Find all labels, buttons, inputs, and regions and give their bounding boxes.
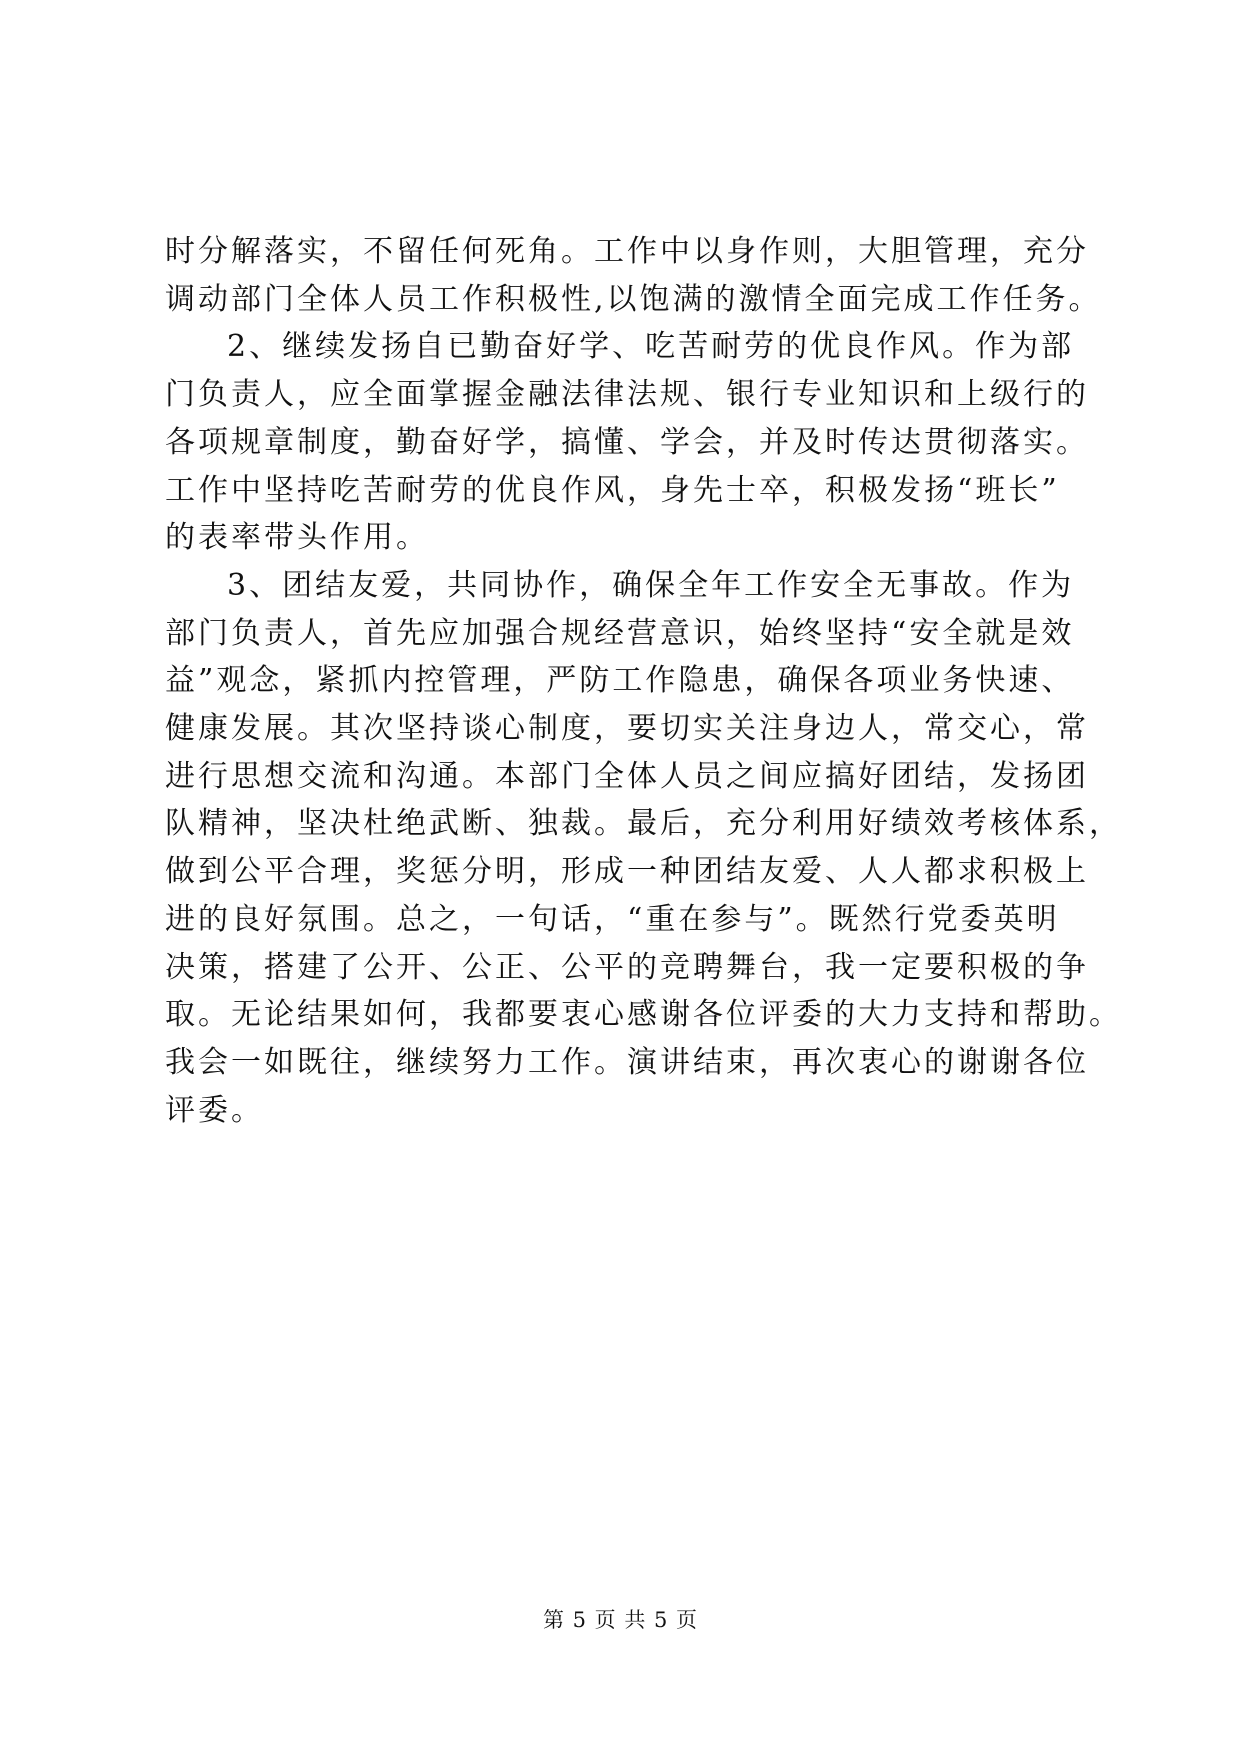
text-line: 队精神，坚决杜绝武断、独裁。最后，充分利用好绩效考核体系， [165, 806, 1122, 842]
text-line: 时分解落实，不留任何死角。工作中以身作则，大胆管理，充分 [165, 234, 1089, 269]
text-line: 决策，搭建了公开、公正、公平的竞聘舞台，我一定要积极的争 [165, 949, 1089, 985]
text-line: 评委。 [165, 1092, 264, 1128]
text-line: 进的良好氛围。总之，一句话，“重在参与”。既然行党委英明 [165, 901, 1060, 937]
text-line: 的表率带头作用。 [165, 520, 429, 556]
text-line: 各项规章制度，勤奋好学，搞懂、学会，并及时传达贯彻落实。 [165, 424, 1089, 460]
document-body [165, 228, 1122, 1134]
text-line: 做到公平合理，奖惩分明，形成一种团结友爱、人人都求积极上 [165, 854, 1089, 890]
text-line: 调动部门全体人员工作积极性,以饱满的激情全面完成工作任务。 [165, 281, 1102, 317]
text-line: 我会一如既往，继续努力工作。演讲结束，再次衷心的谢谢各位 [165, 1044, 1089, 1080]
text-line: 益”观念，紧抓内控管理，严防工作隐患，确保各项业务快速、 [165, 663, 1075, 699]
page-number-footer: 第 5 页 共 5 页 [542, 1608, 699, 1632]
text-line: 工作中坚持吃苦耐劳的优良作风，身先士卒，积极发扬“班长” [165, 472, 1060, 508]
text-line: 取。无论结果如何，我都要衷心感谢各位评委的大力支持和帮助。 [165, 997, 1122, 1033]
text-line: 3、团结友爱，共同协作，确保全年工作安全无事故。作为 [227, 567, 1075, 603]
text-line: 2、继续发扬自已勤奋好学、吃苦耐劳的优良作风。作为部 [227, 329, 1075, 365]
text-line: 部门负责人，首先应加强合规经营意识，始终坚持“安全就是效 [165, 615, 1075, 651]
text-line: 门负责人，应全面掌握金融法律法规、银行专业知识和上级行的 [165, 377, 1089, 413]
text-line: 进行思想交流和沟通。本部门全体人员之间应搞好团结，发扬团 [165, 758, 1089, 794]
text-line: 健康发展。其次坚持谈心制度，要切实关注身边人，常交心，常 [165, 711, 1089, 747]
